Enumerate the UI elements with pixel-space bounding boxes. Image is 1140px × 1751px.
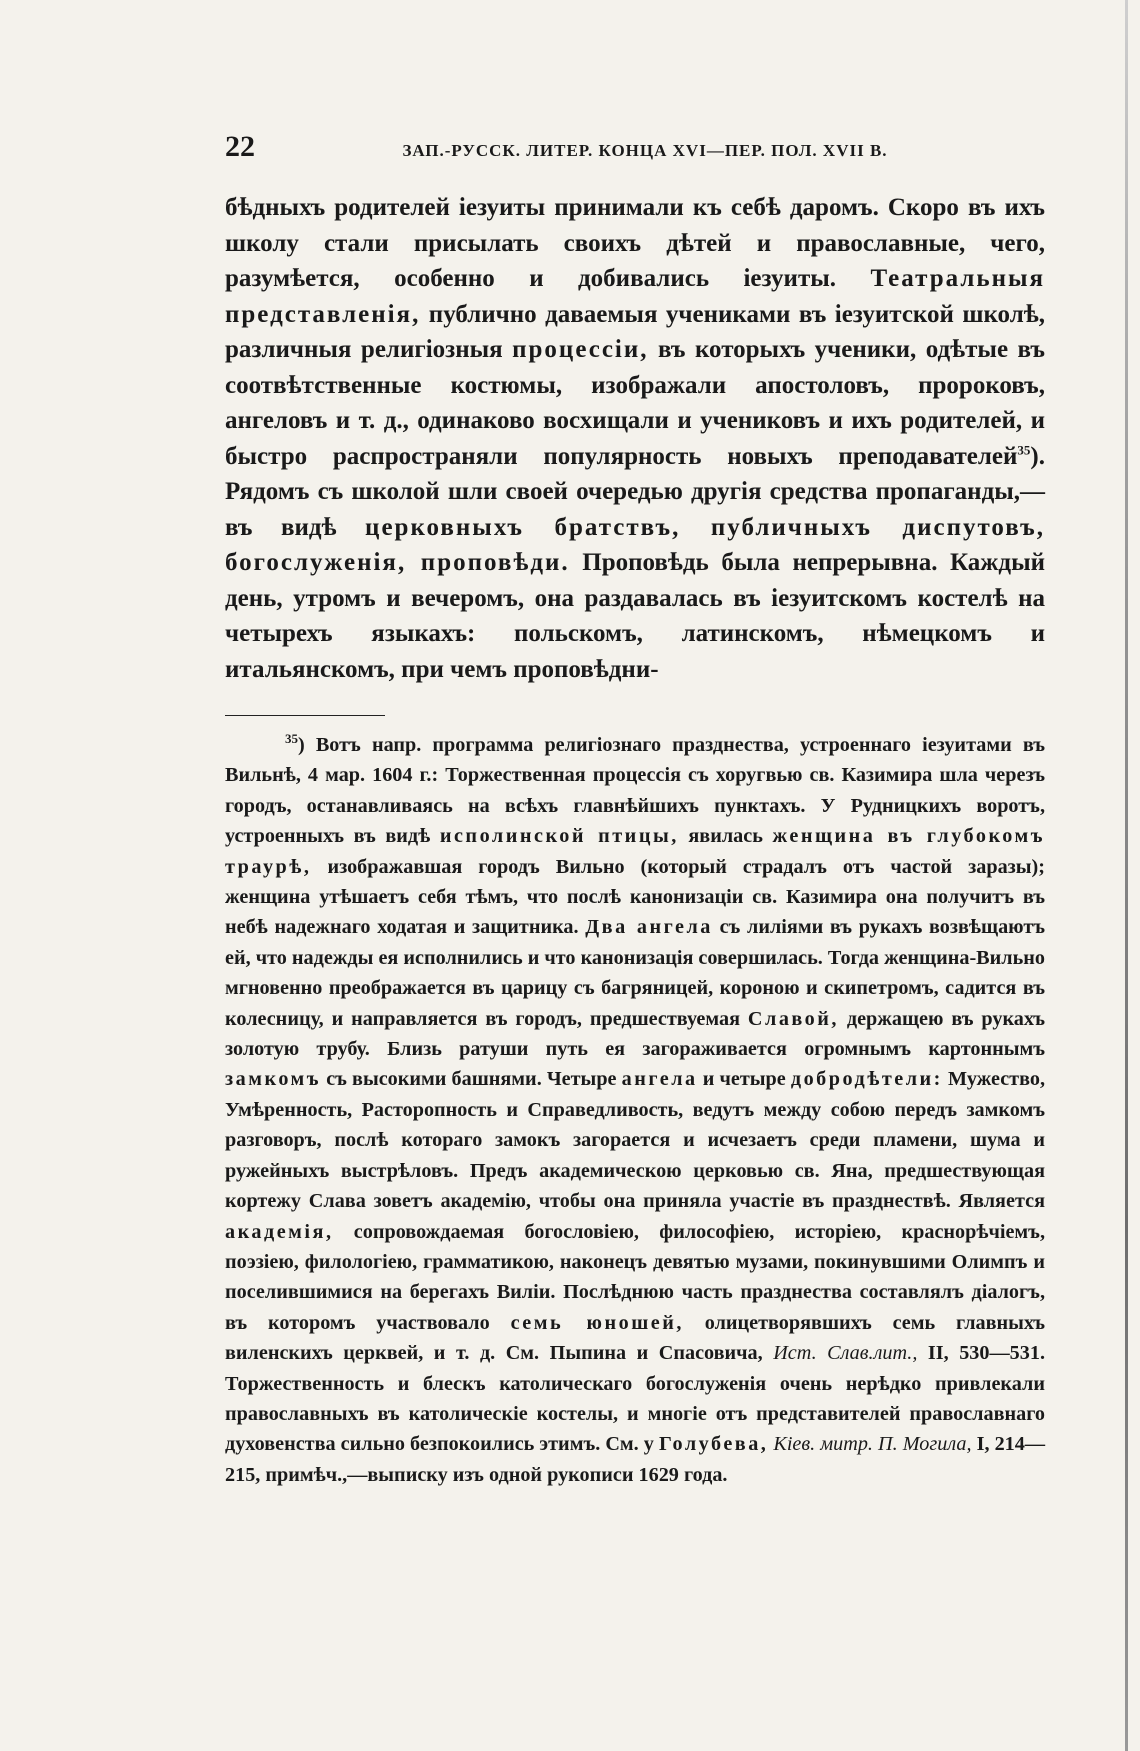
main-text-part: въ которыхъ ученики, одѣтые въ соотвѣтственные костюмы, изображали апостоловъ, пророковъ, ангеловъ и т. д., одинаково восхищали и учениковъ и ихъ родителей, и быстро распространяли популярность новыхъ преподавателей <box>225 336 1045 470</box>
main-text-part: Проповѣдь была непрерывна. Каждый день, утромъ и вечеромъ, она раздавалась въ іезуитскомъ костелѣ на четырехъ языкахъ: польскомъ, латинскомъ, нѣмецкомъ и итальянскомъ, при чемъ проповѣдни- <box>225 549 1046 683</box>
footnote-marker: 35 <box>285 731 298 747</box>
footnote-spaced: Голубева, <box>658 1433 769 1456</box>
footnote-spaced: академія, <box>225 1220 334 1243</box>
footnote-reference: 35 <box>1017 442 1031 458</box>
footnote-text: II, 530—531. Торжественность и блескъ католическаго богослуженія очень нерѣдко привлекали православныхъ въ католическіе костелы, и многіе отъ представителей православнаго духовенства сильно безпокоились этимъ. См. у <box>225 1342 1046 1456</box>
footnote-spaced: семь юношей, <box>510 1311 684 1334</box>
running-title: ЗАП.-РУССК. ЛИТЕР. КОНЦА XVI—ПЕР. ПОЛ. XVII В. <box>402 141 888 160</box>
footnote-text: и четыре <box>702 1068 786 1091</box>
footnote-spaced: Славой, <box>747 1007 839 1030</box>
main-text-spaced: процессіи, <box>512 336 649 363</box>
footnote-spaced: Два ангела <box>585 916 713 939</box>
page-edge-shadow <box>1125 0 1128 1751</box>
footnote-citation-italic: Кіев. митр. П. Могила, <box>773 1433 972 1456</box>
page-number: 22 <box>225 130 255 163</box>
footnote-text: Мужество, Умѣренность, Расторопность и Справедливость, ведутъ между собою передъ замкомъ разговоръ, послѣ котораго замокъ загорается и исчезаетъ среди пламени, шума и ружейныхъ выстрѣловъ. Предъ академическою церковью св. Яна, предшествующая кортежу Слава зоветъ академію, чтобы она приняла участіе въ празднествѣ. Является <box>225 1068 1046 1213</box>
footnote-text: держащею въ рукахъ золотую трубу. Близь ратуши путь ея загораживается огромнымъ картоннымъ <box>225 1007 1045 1061</box>
main-text-part: публично даваемыя учениками въ іезуитской школѣ, различныя религіозныя <box>225 300 1045 363</box>
footnote-text: изображавшая городъ Вильно (который страдалъ отъ частой заразы); женщина утѣшаетъ себя тѣмъ, что послѣ канонизаціи св. Казимира она получитъ въ небѣ надежнаго ходатая и защитника. <box>225 855 1046 939</box>
main-text-part: ). Рядомъ съ школой шли своей очередью другія средства пропаганды,—въ видѣ <box>225 442 1045 541</box>
footnote-spaced: исполинской птицы, <box>439 825 679 848</box>
footnote-text: съ лиліями въ рукахъ возвѣщаютъ ей, что надежды ея исполнились и что канонизація совершилась. Тогда женщина-Вильно мгновенно преображается въ царицу съ багряницей, короною и скипетромъ, садится въ колесницу, и направляется въ городъ, предшествуемая <box>225 916 1046 1030</box>
main-text-spaced: Театральныя представленія, <box>225 265 1046 328</box>
footnote-spaced: добродѣтели: <box>790 1068 943 1091</box>
footnote-text: I, 214—215, примѣч.,—выписку изъ одной рукописи 1629 года. <box>225 1433 1046 1486</box>
footnote-text: съ высокими башнями. Четыре <box>326 1068 617 1091</box>
footnote-text: олицетворявшихъ семь главныхъ виленскихъ церквей, и т. д. См. Пыпина и Спасовича, <box>225 1311 1045 1365</box>
footnote-text: сопровождаемая богословіею, философіею, исторіею, краснорѣчіемъ, поэзіею, филологіею, грамматикою, наконецъ девятью музами, покинувшими Олимпъ и поселившимися на берегахъ Виліи. Послѣднюю часть празднества составлялъ діалогъ, въ которомъ участвовало <box>225 1220 1045 1334</box>
book-page <box>225 130 1045 1490</box>
main-text <box>225 190 1045 687</box>
footnote <box>225 730 1045 1490</box>
footnote-spaced: замкомъ <box>225 1068 322 1091</box>
main-text-part: бѣдныхъ родителей іезуиты принимали къ себѣ даромъ. Скоро въ ихъ школу стали присылать своихъ дѣтей и православные, чего, разумѣется, особенно и добивались іезуиты. <box>225 194 1045 292</box>
main-text-spaced: церковныхъ братствъ, публичныхъ диспутовъ, богослуженія, проповѣди. <box>225 513 1046 576</box>
footnote-citation-italic: Ист. Слав.лит., <box>773 1342 918 1365</box>
running-head <box>225 130 1045 170</box>
footnote-rule <box>225 715 385 716</box>
footnote-spaced: женщина въ глубокомъ траурѣ, <box>225 825 1046 878</box>
footnote-text: явилась <box>688 825 763 848</box>
footnote-spaced: ангела <box>621 1068 698 1091</box>
footnote-text: ) Вотъ напр. программа религіознаго празднества, устроеннаго іезуитами въ Вильнѣ, 4 мар. 1604 г.: Торжественная процессія съ хоругвью св. Казимира шла черезъ городъ, останавливаясь на всѣхъ главнѣйшихъ пунктахъ. У Рудницкихъ воротъ, устроенныхъ въ видѣ <box>225 734 1045 848</box>
